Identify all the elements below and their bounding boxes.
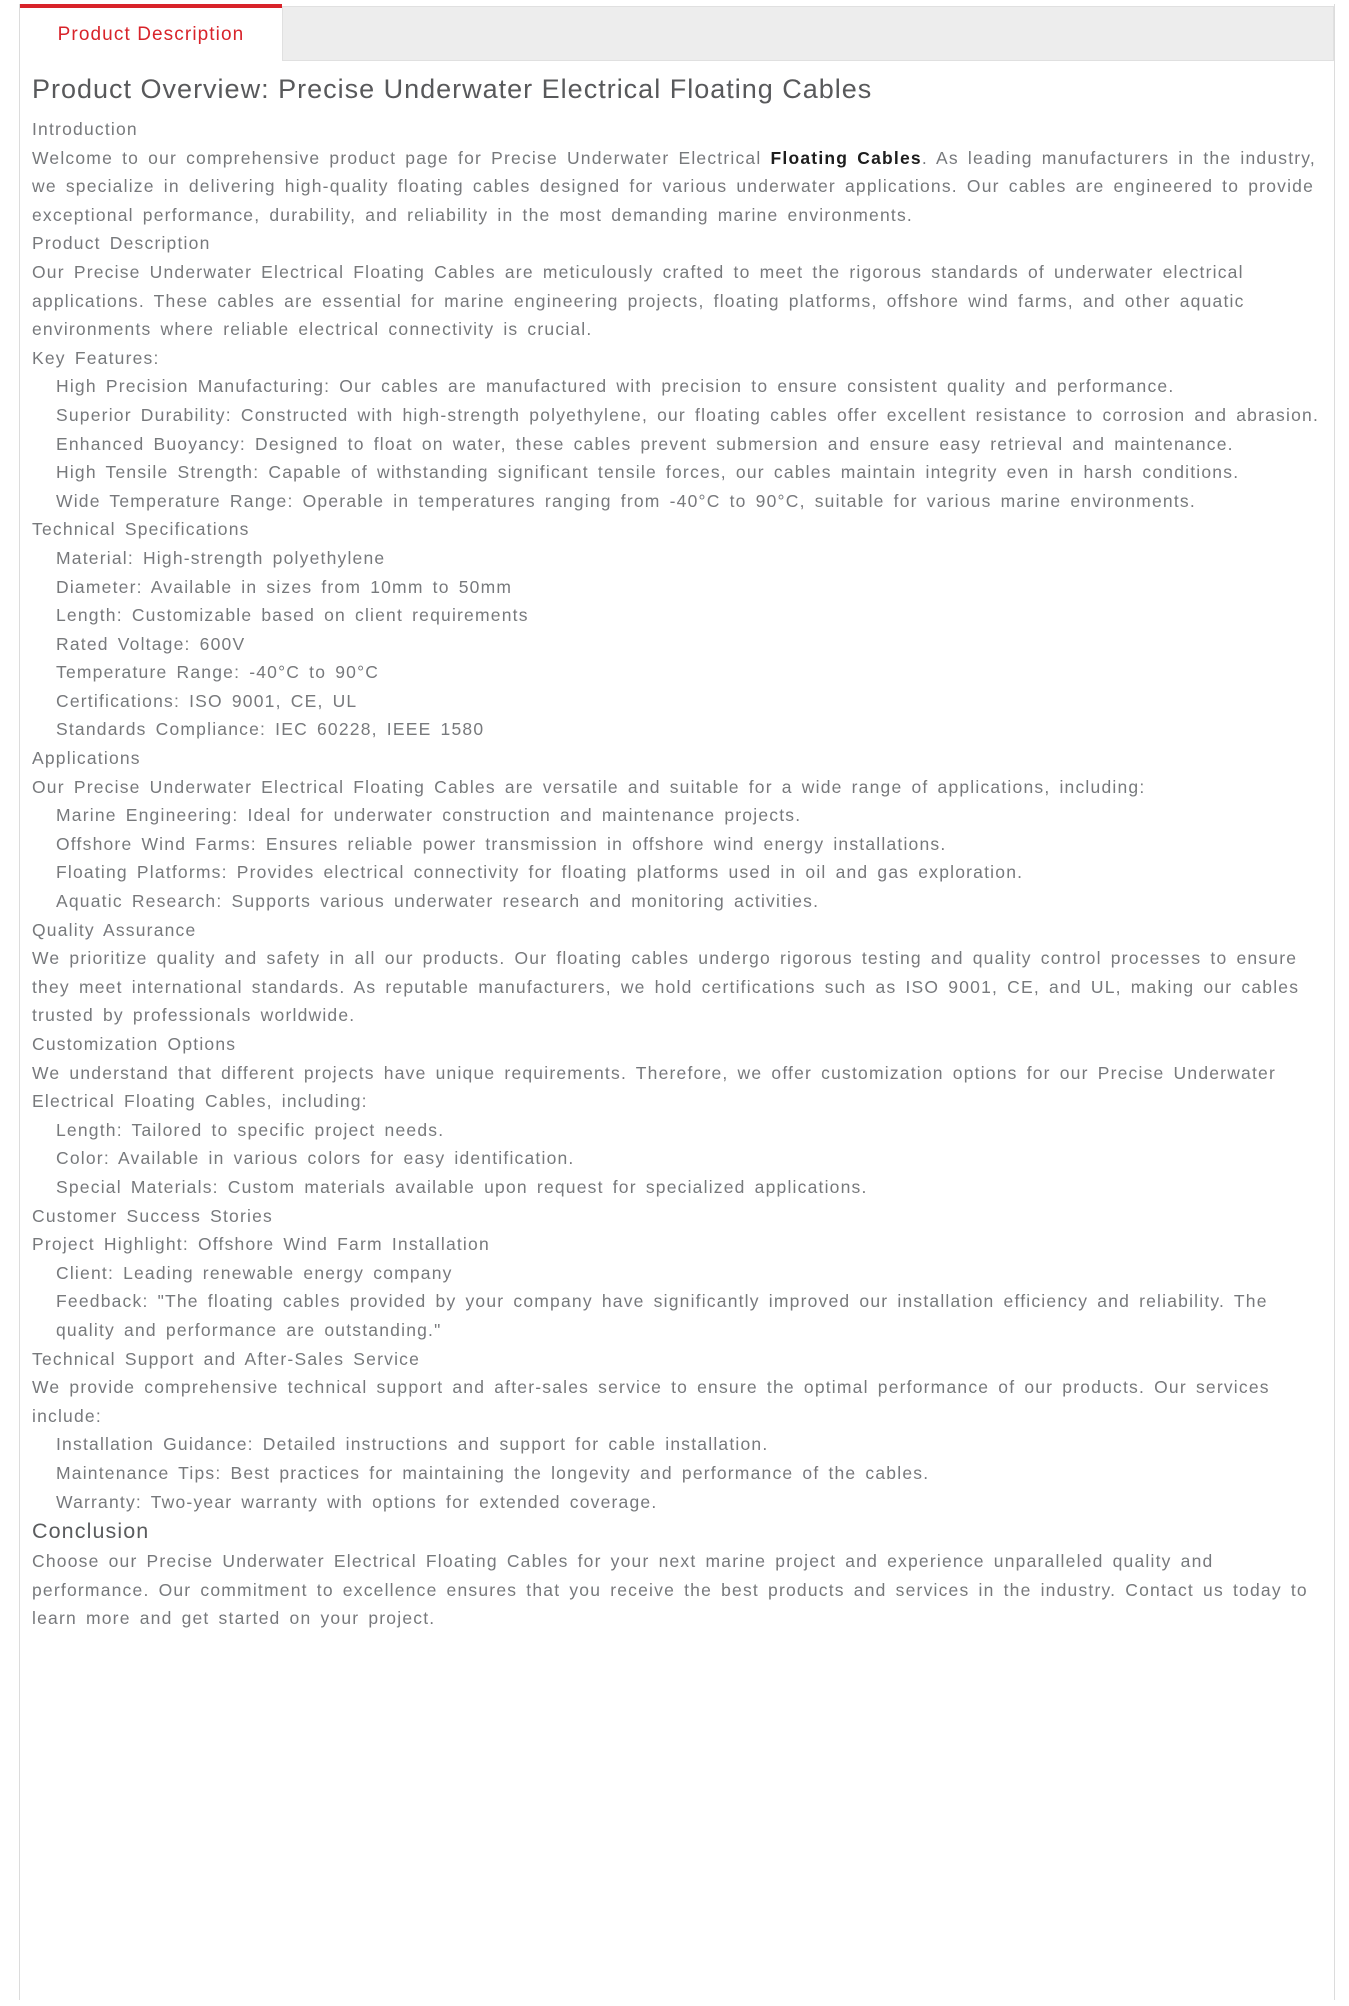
- tab-strip-background: [282, 6, 1334, 61]
- technical-specifications-list-item: Diameter: Available in sizes from 10mm to 50mm: [56, 576, 513, 597]
- description-body: [32, 115, 1320, 1633]
- tab-bar: [20, 4, 1334, 61]
- conclusion-heading: Conclusion: [32, 1519, 150, 1544]
- customization-options-list-item: Color: Available in various colors for easy identification.: [56, 1148, 575, 1169]
- paragraph-technical-support-intro: We provide comprehensive technical support and after-sales service to ensure the optimal performance of our products. Our services include:: [32, 1377, 1270, 1426]
- section-label-introduction: Introduction: [32, 119, 138, 139]
- services-list-item: Installation Guidance: Detailed instructions and support for cable installation.: [56, 1434, 769, 1455]
- section-label-customization-options: Customization Options: [32, 1034, 237, 1054]
- tab-product-description[interactable]: [20, 4, 282, 61]
- technical-specifications-list-item: Standards Compliance: IEC 60228, IEEE 1580: [56, 719, 485, 740]
- text-segment: . As leading manufacturers in the industry, we specialize in delivering high-quality floating cables designed for various underwater applications. Our cables are engineered to provide exceptional performance, durability, and reliability in the most demanding marine environments.: [32, 147, 1316, 225]
- applications-list-item: Aquatic Research: Supports various underwater research and monitoring activities.: [56, 891, 820, 912]
- project-highlight-list-item: Feedback: "The floating cables provided by your company have significantly improved our installation efficiency and reliability. The quality and performance are outstanding.": [56, 1291, 1268, 1340]
- paragraph-quality-assurance: We prioritize quality and safety in all our products. Our floating cables undergo rigorous testing and quality control processes to ensure they meet international standards. As reputable manufacturers, we hold certifications such as ISO 9001, CE, and UL, making our cables trusted by professionals worldwide.: [32, 948, 1300, 1026]
- tab-product-description-label: Product Description: [57, 23, 245, 45]
- key-features-list-item: High Tensile Strength: Capable of withstanding significant tensile forces, our cables maintain integrity even in harsh conditions.: [56, 462, 1240, 483]
- technical-specifications-list-item: Temperature Range: -40°C to 90°C: [56, 662, 380, 683]
- paragraph-conclusion: Choose our Precise Underwater Electrical Floating Cables for your next marine project and experience unparalleled quality and performance. Our commitment to excellence ensures that you receive the best products and services in the industry. Contact us today to learn more and get started on your project.: [32, 1551, 1308, 1629]
- bold-product-name: Floating Cables: [770, 147, 922, 168]
- paragraph-product-description: Our Precise Underwater Electrical Floating Cables are meticulously crafted to meet the rigorous standards of underwater electrical applications. These cables are essential for marine engineering projects, floating platforms, offshore wind farms, and other aquatic environments where reliable electrical connectivity is crucial.: [32, 261, 1245, 340]
- paragraph-project-highlight: Project Highlight: Offshore Wind Farm Installation: [32, 1234, 490, 1255]
- key-features-list-item: High Precision Manufacturing: Our cables are manufactured with precision to ensure consistent quality and performance.: [56, 376, 1175, 397]
- section-label-applications: Applications: [32, 748, 141, 769]
- technical-specifications-list-item: Material: High-strength polyethylene: [56, 547, 386, 568]
- services-list-item: Warranty: Two-year warranty with options for extended coverage.: [56, 1491, 658, 1512]
- technical-specifications-list-item: Rated Voltage: 600V: [56, 633, 246, 654]
- paragraph-welcome: [32, 144, 1320, 230]
- paragraph-applications-intro: Our Precise Underwater Electrical Floating Cables are versatile and suitable for a wide range of applications, including:: [32, 776, 1146, 797]
- technical-specifications-list-item: Certifications: ISO 9001, CE, UL: [56, 690, 358, 711]
- section-label-customer-success-stories: Customer Success Stories: [32, 1205, 273, 1226]
- paragraph-customization-intro: We understand that different projects have unique requirements. Therefore, we offer customization options for our Precise Underwater Electrical Floating Cables, including:: [32, 1062, 1277, 1112]
- customization-options-list-item: Special Materials: Custom materials available upon request for specialized applications.: [56, 1176, 868, 1197]
- applications-list-item: Floating Platforms: Provides electrical connectivity for floating platforms used in oil and gas exploration.: [56, 862, 1024, 883]
- section-label-technical-support: Technical Support and After-Sales Service: [32, 1348, 421, 1369]
- project-highlight-list-item: Client: Leading renewable energy company: [56, 1262, 453, 1283]
- applications-list-item: Marine Engineering: Ideal for underwater construction and maintenance projects.: [56, 805, 802, 826]
- section-label-product-description: Product Description: [32, 233, 211, 254]
- text-segment: Welcome to our comprehensive product page for Precise Underwater Electrical: [32, 147, 771, 168]
- key-features-list-item: Enhanced Buoyancy: Designed to float on water, these cables prevent submersion and ensure easy retrieval and maintenance.: [56, 433, 1234, 454]
- product-page-container: [19, 4, 1335, 2000]
- section-label-technical-specifications: Technical Specifications: [32, 519, 250, 540]
- key-features-list-item: Wide Temperature Range: Operable in temperatures ranging from -40°C to 90°C, suitable for various marine environments.: [56, 490, 1196, 511]
- services-list-item: Maintenance Tips: Best practices for maintaining the longevity and performance of the cables.: [56, 1462, 930, 1483]
- section-label-key-features: Key Features:: [32, 347, 160, 368]
- section-label-quality-assurance: Quality Assurance: [32, 919, 197, 940]
- product-description-panel: [20, 61, 1334, 1673]
- customization-options-list-item: Length: Tailored to specific project needs.: [56, 1119, 445, 1140]
- page-title: Product Overview: Precise Underwater Electrical Floating Cables: [32, 74, 873, 104]
- key-features-list-item: Superior Durability: Constructed with high-strength polyethylene, our floating cables offer excellent resistance to corrosion and abrasion.: [56, 404, 1320, 425]
- technical-specifications-list-item: Length: Customizable based on client requirements: [56, 605, 529, 626]
- applications-list-item: Offshore Wind Farms: Ensures reliable power transmission in offshore wind energy installations.: [56, 833, 947, 854]
